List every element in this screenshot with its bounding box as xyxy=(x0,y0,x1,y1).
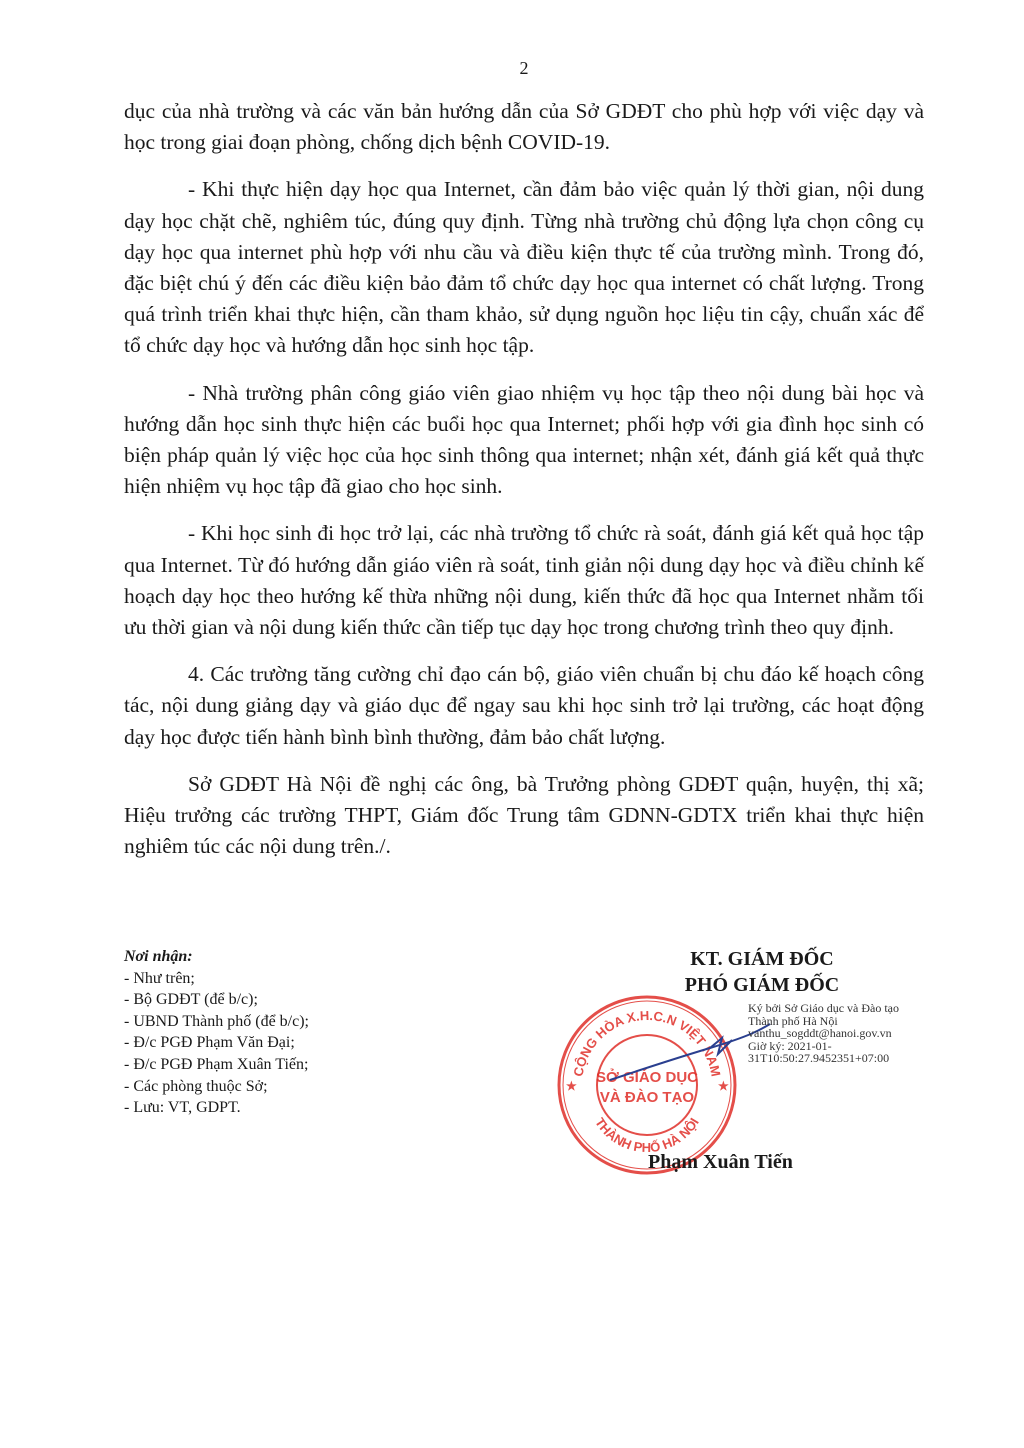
recipient-item: - Đ/c PGĐ Phạm Xuân Tiến; xyxy=(124,1055,309,1073)
recipient-item: - Lưu: VT, GDPT. xyxy=(124,1099,241,1117)
digital-signature-info xyxy=(748,1002,899,1065)
digital-sign-line: vanthu_sogddt@hanoi.gov.vn xyxy=(748,1026,892,1041)
svg-text:★: ★ xyxy=(718,1079,729,1093)
page-number: 2 xyxy=(519,58,529,78)
digital-sign-line: 31T10:50:27.9452351+07:00 xyxy=(748,1051,890,1066)
svg-text:CỘNG HÒA X.H.C.N VIỆT NAM: CỘNG HÒA X.H.C.N VIỆT NAM xyxy=(570,1007,724,1078)
digital-sign-line: Ký bởi Sở Giáo dục và Đào tạo xyxy=(748,1001,899,1015)
recipients-block xyxy=(124,946,309,1119)
recipient-item: - Đ/c PGĐ Phạm Văn Đại; xyxy=(124,1034,295,1052)
digital-sign-line: Giờ ký: 2021-01- xyxy=(748,1038,832,1053)
signer-name: Phạm Xuân Tiến xyxy=(648,1151,793,1173)
recipient-item: - UBND Thành phố (để b/c); xyxy=(124,1012,309,1030)
seal-center-text: SỞ GIÁO DỤC xyxy=(596,1069,698,1086)
paragraph: Sở GDĐT Hà Nội đề nghị các ông, bà Trưởng phòng GDĐT quận, huyện, thị xã; Hiệu trưởng các trường THPT, Giám đốc Trung tâm GDNN-GDTX triển khai thực hiện nghiêm túc các nội dung trên./. xyxy=(124,771,924,859)
paragraph: dục của nhà trường và các văn bản hướng dẫn của Sở GDĐT cho phù hợp với việc dạy và học trong giai đoạn phòng, chống dịch bệnh COVID-19. xyxy=(124,99,924,155)
document-body xyxy=(124,96,924,862)
svg-text:★: ★ xyxy=(566,1079,577,1093)
recipient-item: - Bộ GDĐT (để b/c); xyxy=(124,991,258,1009)
paragraph: 4. Các trường tăng cường chỉ đạo cán bộ, giáo viên chuẩn bị chu đáo kế hoạch công tác, nội dung giảng dạy và giáo dục để ngay sau khi học sinh trở lại trường, các hoạt động dạy học được tiến hành bình bình thường, đảm bảo chất lượng. xyxy=(124,662,924,749)
paragraph: - Khi học sinh đi học trở lại, các nhà trường tổ chức rà soát, đánh giá kết quả học tập qua Internet. Từ đó hướng dẫn giáo viên rà soát, tinh giản nội dung dạy học và điều chỉnh kế hoạch dạy học theo hướng kế thừa những nội dung, kiến thức đã học qua Internet nhằm tối ưu thời gian và nội dung kiến thức cần tiếp tục dạy học trong chương trình theo quy định. xyxy=(124,521,924,640)
digital-sign-line: Thành phố Hà Nội xyxy=(748,1013,838,1028)
recipient-item: - Như trên; xyxy=(124,969,195,987)
svg-text:THÀNH PHỐ HÀ NỘI: THÀNH PHỐ HÀ NỘI xyxy=(592,1115,702,1156)
paragraph: - Nhà trường phân công giáo viên giao nhiệm vụ học tập theo nội dung bài học và hướng dẫn học sinh thực hiện các buổi học qua Internet; phối hợp với gia đình học sinh có biện pháp quản lý việc học của học sinh thông qua internet; nhận xét, đánh giá kết quả thực hiện nhiệm vụ học tập đã giao cho học sinh. xyxy=(124,380,924,499)
seal-center-text: VÀ ĐÀO TẠO xyxy=(599,1089,695,1106)
signer-role-line: KT. GIÁM ĐỐC xyxy=(690,948,834,970)
recipient-item: - Các phòng thuộc Sở; xyxy=(124,1077,268,1095)
paragraph: - Khi thực hiện dạy học qua Internet, cần đảm bảo việc quản lý thời gian, nội dung dạy học chặt chẽ, nghiêm túc, đúng quy định. Từng nhà trường chủ động lựa chọn công cụ dạy học qua internet phù hợp với nhu cầu và điều kiện thực tế của trường mình. Trong đó, đặc biệt chú ý đến các điều kiện bảo đảm tổ chức dạy học qua internet có chất lượng. Trong quá trình triển khai thực hiện, cần tham khảo, sử dụng nguồn học liệu tin cậy, chuẩn xác để tổ chức dạy học và hướng dẫn học sinh học tập. xyxy=(124,177,924,358)
signer-role-line: PHÓ GIÁM ĐỐC xyxy=(684,974,840,996)
recipients-title: Nơi nhận: xyxy=(124,948,193,965)
